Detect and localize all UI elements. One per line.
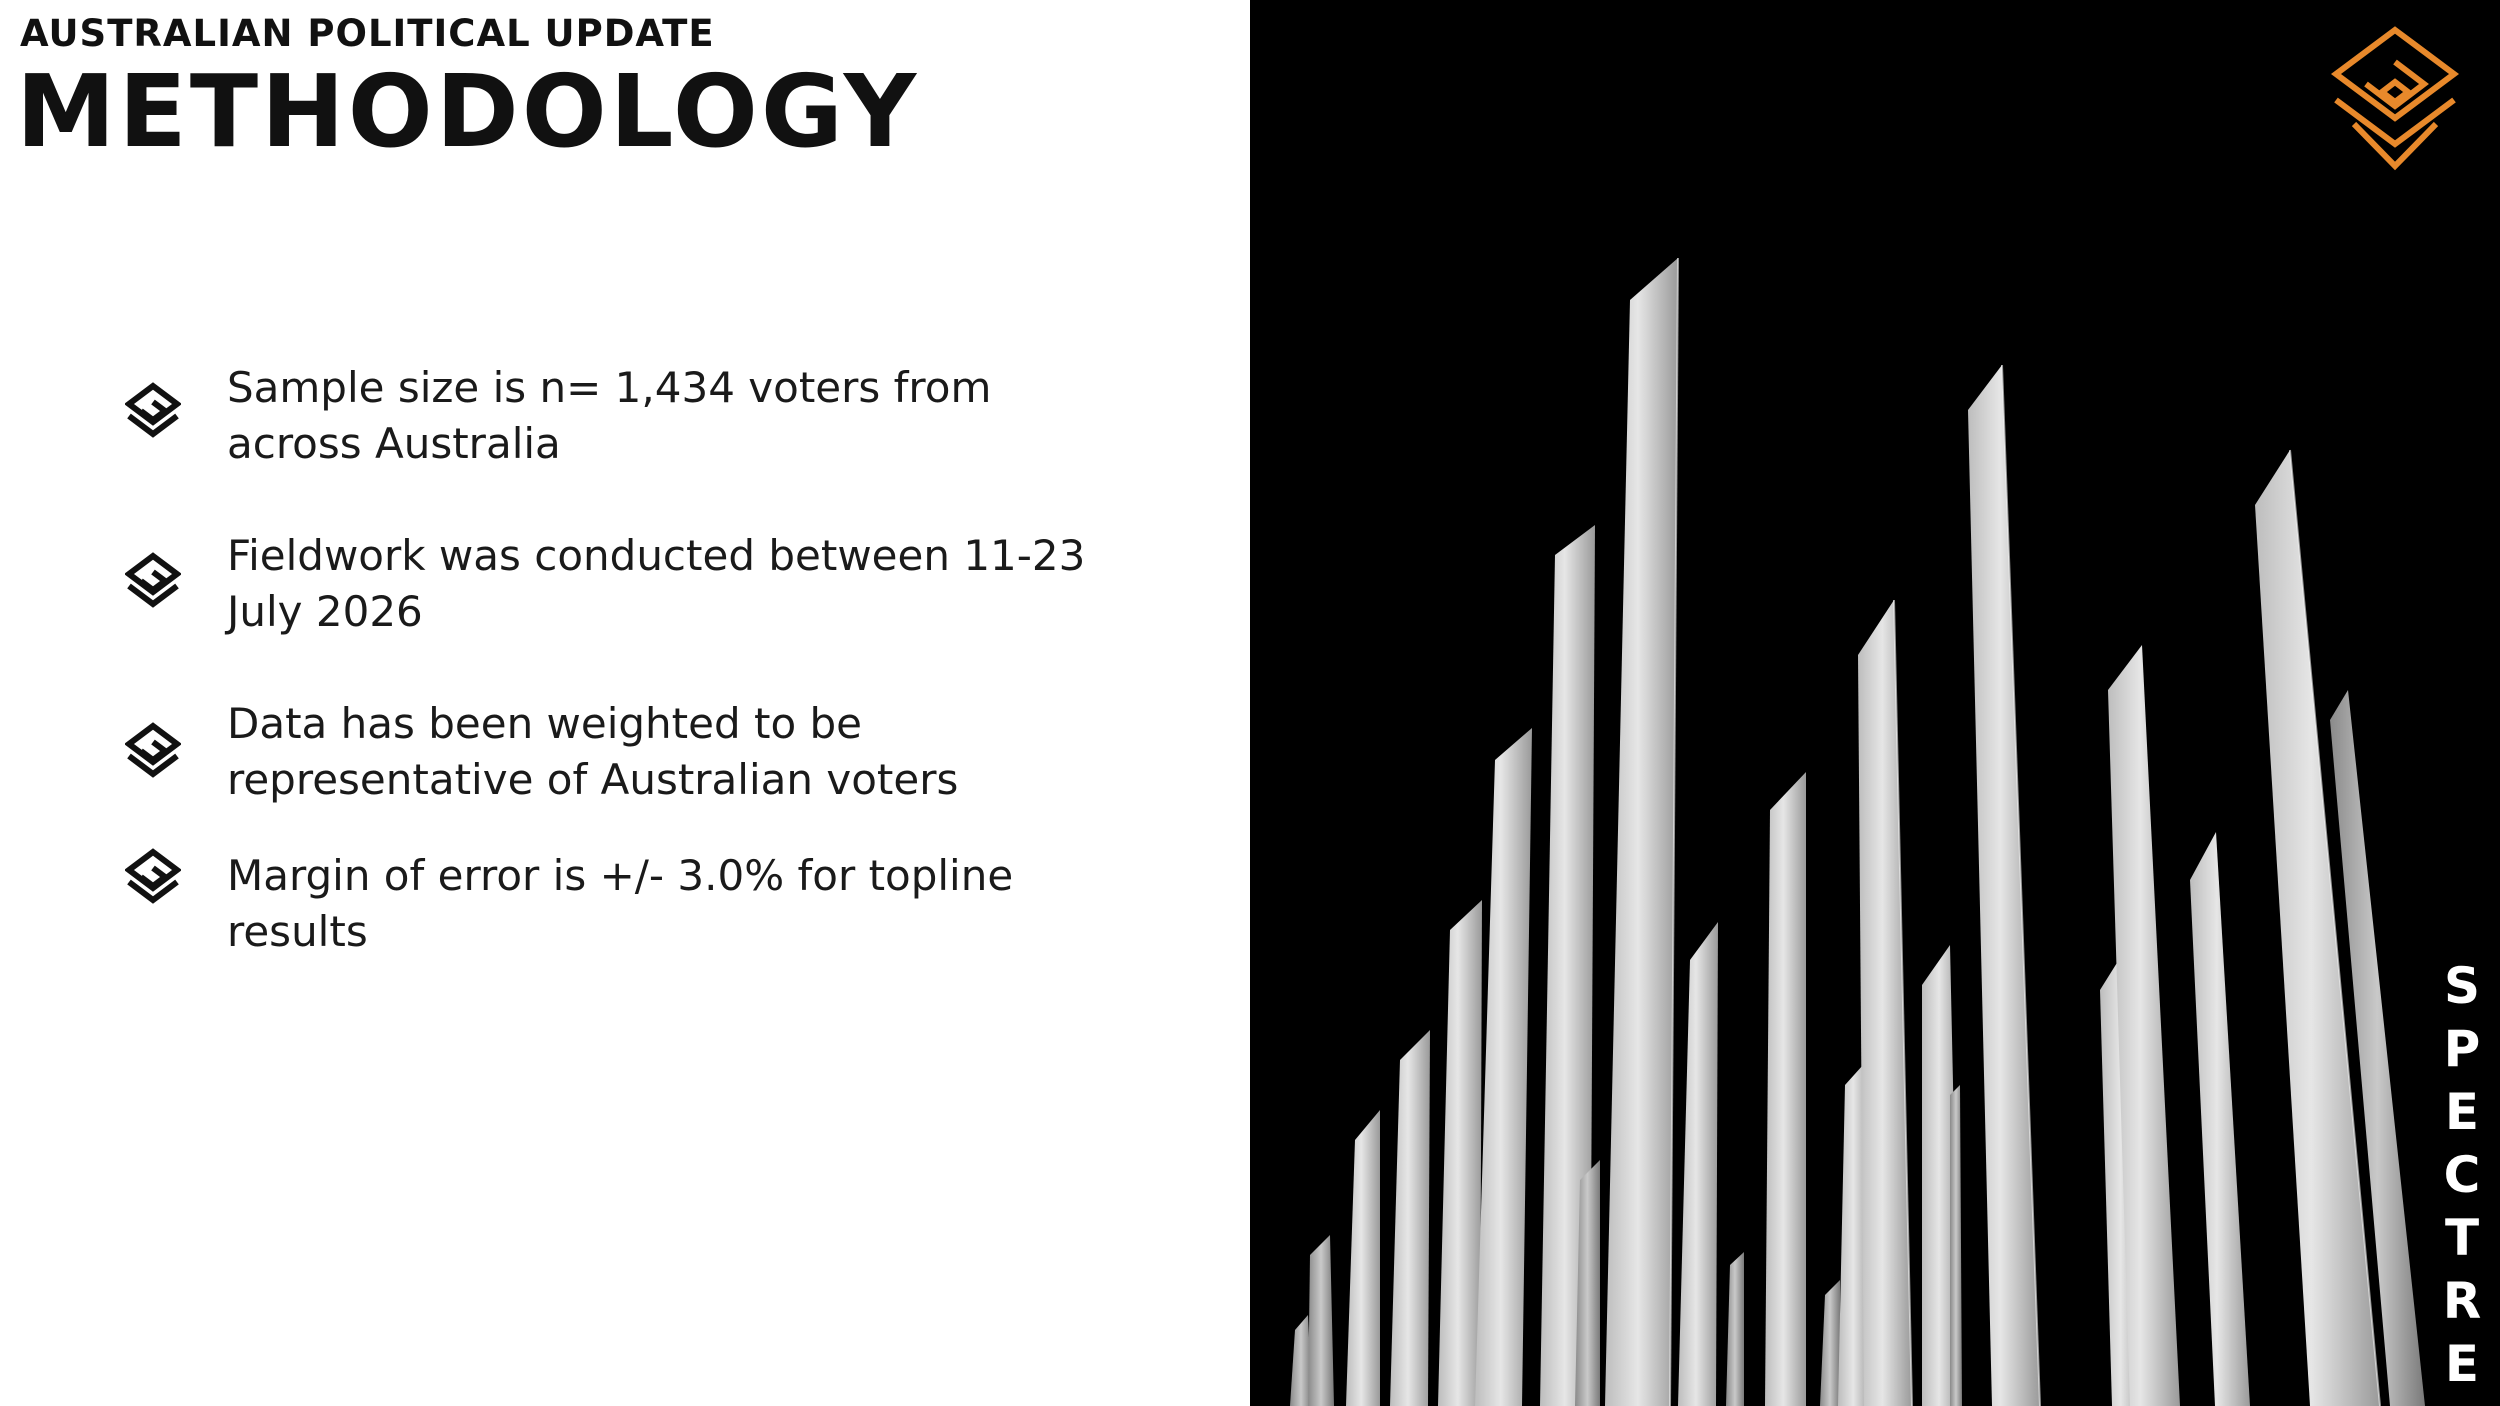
spectre-diamond-icon: [125, 552, 181, 608]
spectre-logo-icon: [2330, 24, 2460, 172]
concrete-pillars-photo: [1250, 0, 2500, 1406]
bullet-text: Sample size is n= 1,434 voters from across Australia: [227, 363, 992, 468]
page-title: METHODOLOGY: [16, 53, 920, 170]
spectre-diamond-icon: [125, 722, 181, 778]
spectre-diamond-icon: [125, 848, 181, 904]
brand-wordmark: SPECTRE: [2442, 957, 2482, 1393]
bullet-text: Data has been weighted to be representative of Australian voters: [227, 699, 959, 804]
section-kicker: AUSTRALIAN POLITICAL UPDATE: [20, 12, 715, 55]
pillars-illustration: [1250, 0, 2500, 1406]
bullet-text: Fieldwork was conducted between 11-23 July 2026: [227, 531, 1086, 636]
spectre-diamond-icon: [125, 382, 181, 438]
bullet-text: Margin of error is +/- 3.0% for topline results: [227, 851, 1014, 956]
